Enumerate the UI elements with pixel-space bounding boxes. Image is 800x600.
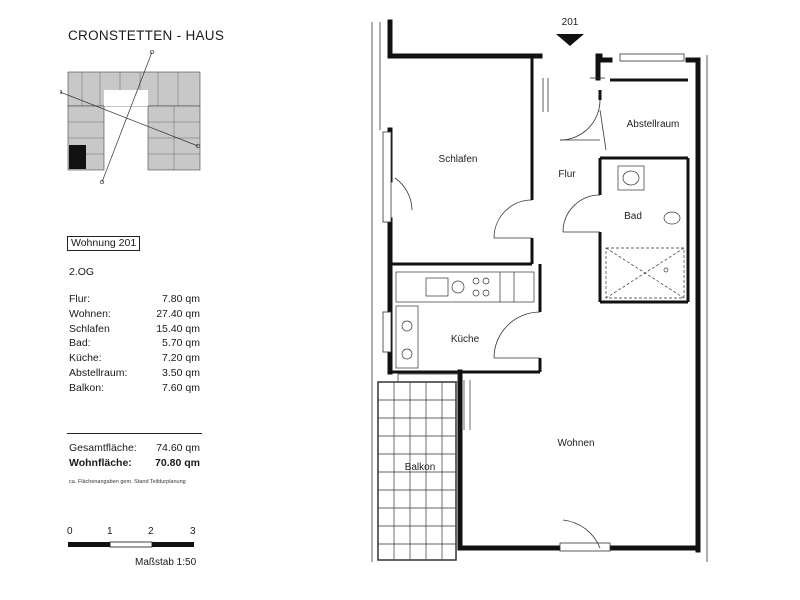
area-row: Wohnen: 27.40 qm xyxy=(69,307,200,320)
scale-tick: 0 xyxy=(67,526,73,537)
scale-tick: 3 xyxy=(190,526,196,537)
area-row: Bad: 5.70 qm xyxy=(69,337,200,350)
area-row: Schlafen 15.40 qm xyxy=(69,322,200,335)
room-label-bad: Bad xyxy=(624,211,642,222)
project-title: CRONSTETTEN - HAUS xyxy=(68,28,225,43)
floor-label: 2.OG xyxy=(69,266,95,278)
divider xyxy=(67,433,202,434)
totals xyxy=(69,441,200,471)
scale-label: Maßstab 1:50 xyxy=(135,557,197,568)
area-row: Küche: 7.20 qm xyxy=(69,352,200,365)
entrance-label: 201 xyxy=(561,17,579,28)
unit-label: Wohnung 201 xyxy=(67,236,140,251)
entrance-marker xyxy=(556,34,584,46)
floor-plan xyxy=(360,10,720,565)
room-label-balkon: Balkon xyxy=(404,462,436,473)
scale-tick: 1 xyxy=(107,526,113,537)
net-area-row: Wohnfläche: 70.80 qm xyxy=(69,456,200,469)
room-label-flur: Flur xyxy=(558,169,576,180)
gross-area-row: Gesamtfläche: 74.60 qm xyxy=(69,442,200,454)
scale-tick: 2 xyxy=(148,526,154,537)
room-label-schlafen: Schlafen xyxy=(438,154,478,165)
room-label-abstellraum: Abstellraum xyxy=(626,119,680,130)
unit-highlight xyxy=(69,145,86,169)
area-row: Abstellraum: 3.50 qm xyxy=(69,366,200,379)
area-row: Flur: 7.80 qm xyxy=(69,293,200,305)
room-label-wohnen: Wohnen xyxy=(557,438,595,449)
scale-bar xyxy=(66,540,200,550)
footnote: ca. Flächenangaben gem. Stand Teildurplanung xyxy=(69,479,186,485)
area-row: Balkon: 7.60 qm xyxy=(69,381,200,394)
area-list xyxy=(69,292,200,396)
key-plan xyxy=(60,50,210,190)
room-label-kueche: Küche xyxy=(450,334,480,345)
